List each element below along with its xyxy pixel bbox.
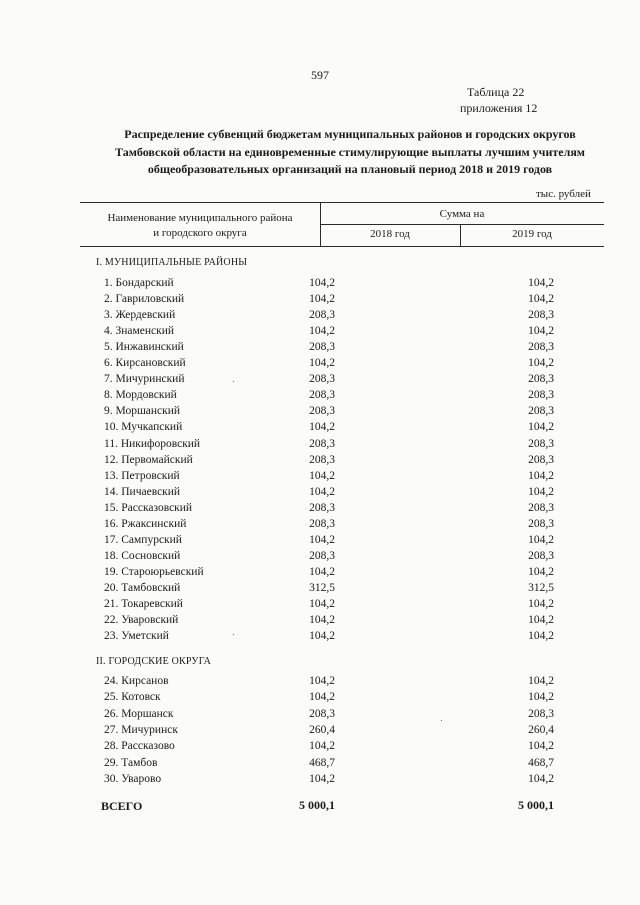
row-name: 21. Токаревский (104, 598, 183, 610)
row-name: 5. Инжавинский (104, 341, 184, 354)
table-row (0, 675, 640, 691)
row-name: 7. Мичуринский (104, 373, 185, 386)
row-name: 2. Гавриловский (104, 293, 185, 306)
row-value-2018: 104,2 (309, 357, 335, 370)
row-value-2019: 104,2 (528, 691, 554, 704)
row-value-2018: 104,2 (309, 325, 335, 338)
table-row (0, 486, 640, 502)
row-value-2019: 104,2 (528, 469, 554, 482)
column-header-sum: Сумма на (439, 208, 485, 220)
row-value-2019: 208,3 (528, 549, 554, 562)
row-value-2019: 104,2 (528, 772, 554, 785)
table-row (0, 534, 640, 550)
row-name: 3. Жердевский (104, 309, 176, 322)
row-value-2018: 104,2 (309, 598, 335, 610)
row-value-2019: 104,2 (528, 565, 554, 578)
row-value-2018: 208,3 (309, 707, 335, 720)
scan-speck (233, 634, 234, 635)
table-row (0, 421, 640, 437)
row-name: 26. Моршанск (104, 707, 174, 720)
row-value-2018: 104,2 (309, 565, 335, 578)
row-name: 24. Кирсанов (104, 675, 169, 687)
row-name: 22. Уваровский (104, 614, 179, 627)
row-value-2018: 208,3 (309, 405, 335, 418)
row-value-2019: 104,2 (528, 485, 554, 498)
section-title-municipal-districts: I. МУНИЦИПАЛЬНЫЕ РАЙОНЫ (96, 257, 248, 268)
row-value-2019: 104,2 (528, 357, 554, 370)
row-name: 13. Петровский (104, 469, 180, 482)
sum-header-rule (320, 224, 604, 225)
row-value-2018: 104,2 (309, 533, 335, 546)
table-row (0, 293, 640, 309)
row-value-2018: 208,3 (309, 549, 335, 562)
row-value-2018: 104,2 (309, 630, 335, 643)
row-value-2018: 104,2 (309, 691, 335, 704)
row-value-2019: 104,2 (528, 325, 554, 338)
table-row (0, 470, 640, 486)
total-2018-value: 5 000,1 (299, 798, 335, 812)
table-row (0, 724, 640, 740)
row-value-2019: 104,2 (528, 675, 554, 687)
row-value-2018: 104,2 (309, 421, 335, 434)
row-value-2019: 104,2 (528, 533, 554, 546)
row-value-2018: 208,3 (309, 389, 335, 402)
row-value-2019: 208,3 (528, 405, 554, 418)
table-row (0, 773, 640, 789)
row-value-2018: 208,3 (309, 341, 335, 354)
row-name: 18. Сосновский (104, 549, 181, 562)
table-row (0, 550, 640, 566)
row-name: 30. Уварово (104, 772, 162, 785)
table-row (0, 502, 640, 518)
table-row (0, 708, 640, 724)
row-value-2018: 208,3 (309, 309, 335, 322)
row-name: 15. Рассказовский (104, 501, 193, 514)
document-title-line-2: Тамбовской области на единовременные стимулирующие выплаты лучшим учителям (115, 145, 585, 159)
row-name: 27. Мичуринск (104, 723, 178, 736)
units-label: тыс. рублей (536, 188, 591, 200)
total-label: ВСЕГО (101, 799, 143, 813)
section-title-city-districts: II. ГОРОДСКИЕ ОКРУГА (96, 656, 212, 667)
table-row (0, 405, 640, 421)
row-value-2018: 104,2 (309, 675, 335, 687)
table-row (0, 325, 640, 341)
table-row (0, 566, 640, 582)
row-value-2019: 208,3 (528, 389, 554, 402)
row-name: 6. Кирсановский (104, 357, 186, 370)
column-header-name-line-1: Наименование муниципального района (107, 212, 293, 224)
row-value-2019: 208,3 (528, 437, 554, 450)
row-value-2019: 208,3 (528, 453, 554, 466)
row-value-2019: 208,3 (528, 341, 554, 354)
page-number: 597 (311, 68, 329, 82)
table-row (0, 518, 640, 534)
table-row (0, 309, 640, 325)
row-value-2019: 104,2 (528, 630, 554, 643)
row-value-2018: 208,3 (309, 501, 335, 514)
document-title-line-3: общеобразовательных организаций на плановый период 2018 и 2019 годов (147, 162, 553, 176)
scan-speck (233, 381, 234, 382)
table-row (0, 614, 640, 630)
row-value-2018: 208,3 (309, 453, 335, 466)
table-row (0, 438, 640, 454)
row-name: 29. Тамбов (104, 756, 158, 769)
row-value-2019: 104,2 (528, 598, 554, 610)
row-name: 17. Сампурский (104, 533, 182, 546)
appendix-label: приложения 12 (460, 101, 538, 115)
row-value-2019: 104,2 (528, 614, 554, 627)
row-name: 10. Мучкапский (104, 421, 183, 434)
row-value-2019: 468,7 (528, 756, 554, 769)
row-value-2019: 104,2 (528, 277, 554, 289)
row-name: 14. Пичаевский (104, 485, 181, 498)
row-name: 23. Уметский (104, 630, 169, 643)
column-header-name-line-2: и городского округа (153, 227, 247, 239)
total-2019-value: 5 000,1 (518, 798, 554, 812)
row-value-2018: 104,2 (309, 614, 335, 627)
row-value-2018: 468,7 (309, 756, 335, 769)
row-value-2018: 312,5 (309, 581, 335, 594)
scan-speck (441, 720, 442, 721)
row-name: 8. Мордовский (104, 389, 177, 402)
row-value-2018: 104,2 (309, 277, 335, 289)
document-title-line-1: Распределение субвенций бюджетам муниципальных районов и городских округов (124, 127, 576, 141)
row-value-2018: 208,3 (309, 517, 335, 530)
row-value-2019: 104,2 (528, 421, 554, 434)
row-value-2019: 208,3 (528, 501, 554, 514)
table-row (0, 598, 640, 614)
table-row (0, 691, 640, 707)
row-value-2018: 104,2 (309, 485, 335, 498)
table-row (0, 630, 640, 646)
table-top-rule (80, 202, 604, 203)
row-value-2018: 260,4 (309, 723, 335, 736)
row-name: 25. Котовск (104, 691, 161, 704)
row-value-2019: 208,3 (528, 373, 554, 386)
table-row (0, 740, 640, 756)
row-value-2018: 208,3 (309, 437, 335, 450)
row-name: 9. Моршанский (104, 405, 181, 418)
table-row (0, 582, 640, 598)
row-name: 12. Первомайский (104, 453, 193, 466)
row-name: 19. Староюрьевский (104, 565, 204, 578)
row-value-2019: 312,5 (528, 581, 554, 594)
table-row (0, 389, 640, 405)
row-name: 20. Тамбовский (104, 581, 181, 594)
row-name: 4. Знаменский (104, 325, 175, 338)
row-value-2018: 104,2 (309, 772, 335, 785)
row-value-2019: 104,2 (528, 740, 554, 753)
table-row (0, 373, 640, 389)
row-value-2019: 104,2 (528, 293, 554, 306)
row-value-2018: 104,2 (309, 293, 335, 306)
row-name: 1. Бондарский (104, 277, 174, 289)
row-value-2019: 208,3 (528, 707, 554, 720)
column-header-2019: 2019 год (512, 228, 552, 240)
row-value-2018: 104,2 (309, 469, 335, 482)
table-row (0, 454, 640, 470)
table-header-bottom-rule (80, 246, 604, 247)
table-row (0, 341, 640, 357)
row-value-2019: 260,4 (528, 723, 554, 736)
row-value-2019: 208,3 (528, 517, 554, 530)
column-header-2018: 2018 год (370, 228, 410, 240)
table-row (0, 757, 640, 773)
row-value-2018: 208,3 (309, 373, 335, 386)
row-value-2019: 208,3 (528, 309, 554, 322)
row-name: 16. Ржаксинский (104, 517, 187, 530)
row-value-2018: 104,2 (309, 740, 335, 753)
table-row (0, 277, 640, 293)
table-label: Таблица 22 (467, 85, 525, 99)
row-name: 28. Рассказово (104, 740, 175, 753)
table-row (0, 357, 640, 373)
row-name: 11. Никифоровский (104, 437, 201, 450)
